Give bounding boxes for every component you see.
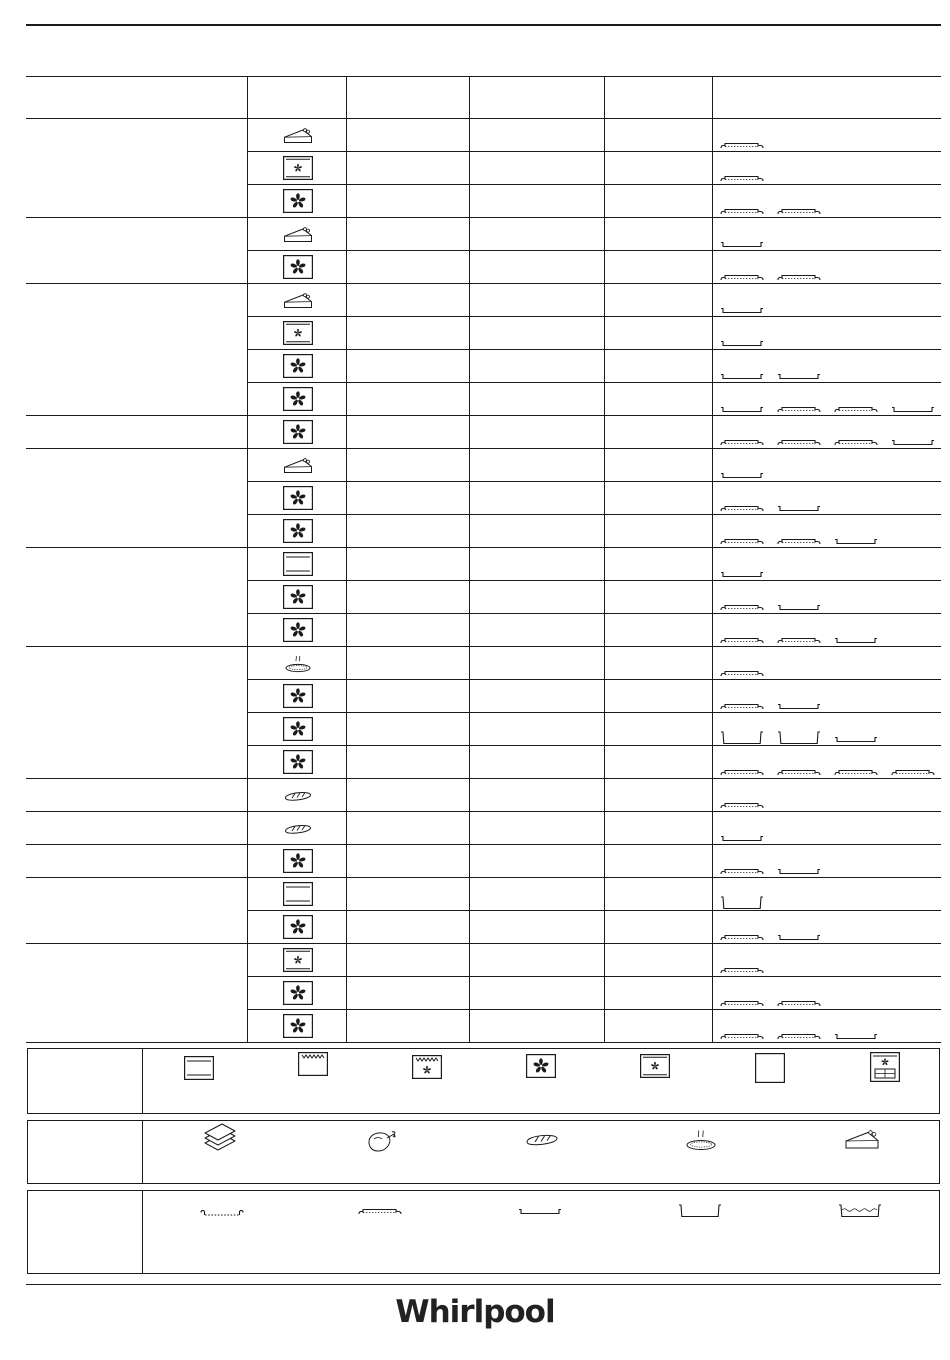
cake-icon (283, 453, 313, 477)
legend-accessories (27, 1190, 940, 1274)
baking-tray-icon (720, 330, 764, 354)
wire-shelf-icon (777, 264, 821, 288)
wire-shelf-icon (777, 198, 821, 222)
baking-tray-icon (891, 429, 935, 453)
convection-icon (283, 156, 313, 180)
pizza-icon (283, 651, 313, 675)
brand-logo (0, 1294, 950, 1330)
forced-air-icon (283, 618, 313, 642)
table-row-line (26, 844, 941, 845)
cake-icon (283, 288, 313, 312)
table-row-line (247, 910, 941, 911)
baking-tray-icon (834, 1023, 878, 1047)
wire-shelf-icon (720, 528, 764, 552)
table-row-line (247, 613, 941, 614)
table-row-line (247, 1009, 941, 1010)
cake-icon (844, 1123, 880, 1153)
table-column-line (247, 76, 248, 1042)
table-row-line (247, 679, 941, 680)
legend-functions (27, 1048, 940, 1114)
forced-air-icon (283, 519, 313, 543)
table-row-line (247, 151, 941, 152)
bread-icon (283, 783, 313, 807)
pizza-icon (683, 1123, 719, 1153)
table-row-line (247, 712, 941, 713)
bread-icon (524, 1125, 560, 1155)
legend-divider (142, 1049, 143, 1113)
wire-shelf-icon (777, 627, 821, 651)
wire-shelf-on-tray-icon (358, 1203, 402, 1217)
legend-divider (142, 1121, 143, 1183)
table-row-line (247, 976, 941, 977)
wire-shelf-icon (891, 759, 935, 783)
wire-shelf-icon (777, 528, 821, 552)
baking-tray-icon (720, 561, 764, 585)
conventional-icon (184, 1053, 214, 1083)
wire-shelf-icon (777, 759, 821, 783)
wire-shelf-icon (720, 957, 764, 981)
wire-shelf-icon (720, 132, 764, 156)
drip-tray-with-water-icon (838, 1203, 882, 1219)
table-row-line (247, 481, 941, 482)
wire-shelf-icon (720, 264, 764, 288)
drip-tray-icon (678, 1203, 722, 1219)
baking-tray-icon (834, 726, 878, 750)
baking-tray-icon (720, 297, 764, 321)
forced-air-icon (283, 849, 313, 873)
baking-tray-icon (777, 363, 821, 387)
baking-tray-icon (834, 528, 878, 552)
forced-air-icon (283, 1014, 313, 1038)
table-row-line (247, 580, 941, 581)
wire-shelf-icon (720, 924, 764, 948)
bottom-rule (26, 1284, 941, 1285)
table-column-line (346, 76, 347, 1042)
top-rule (26, 24, 941, 26)
brand-name: Whirlpool (395, 1294, 555, 1330)
wire-shelf-icon (834, 396, 878, 420)
blank-function-icon (755, 1053, 785, 1083)
baking-tray-icon (720, 396, 764, 420)
wire-shelf-icon (200, 1205, 244, 1219)
turbo-grill-icon (412, 1053, 442, 1081)
cooking-table (26, 76, 941, 1042)
wire-shelf-icon (777, 429, 821, 453)
baking-tray-icon (720, 363, 764, 387)
conventional-icon (283, 882, 313, 906)
table-row-line (247, 250, 941, 251)
baking-tray-icon (777, 594, 821, 618)
deep-dish-icon (777, 726, 821, 750)
baking-tray-icon (720, 825, 764, 849)
roast-chicken-icon (363, 1125, 399, 1155)
legend-categories (27, 1120, 940, 1184)
forced-air-icon (526, 1053, 556, 1079)
wire-shelf-icon (777, 1023, 821, 1047)
wire-shelf-icon (777, 396, 821, 420)
conventional-icon (283, 552, 313, 576)
wire-shelf-icon (720, 693, 764, 717)
forced-air-icon (283, 189, 313, 213)
table-row-line (26, 118, 941, 119)
forced-air-icon (283, 486, 313, 510)
lasagna-icon (202, 1123, 238, 1153)
table-row-line (247, 184, 941, 185)
baking-tray-icon (777, 858, 821, 882)
wire-shelf-icon (720, 165, 764, 189)
table-row-line (26, 811, 941, 812)
wire-shelf-icon (720, 198, 764, 222)
table-row-line (247, 514, 941, 515)
wire-shelf-icon (720, 660, 764, 684)
wire-shelf-icon (720, 627, 764, 651)
baking-tray-icon (891, 396, 935, 420)
table-row-line (247, 349, 941, 350)
cake-icon (283, 123, 313, 147)
table-row-line (247, 316, 941, 317)
grill-icon (298, 1051, 328, 1077)
convection-icon (283, 321, 313, 345)
table-top-line (26, 76, 941, 77)
baking-tray-icon (777, 495, 821, 519)
baking-tray-icon (720, 462, 764, 486)
baking-tray-icon (777, 693, 821, 717)
wire-shelf-icon (777, 990, 821, 1014)
forced-air-icon (283, 585, 313, 609)
wire-shelf-icon (720, 429, 764, 453)
wire-shelf-icon (720, 858, 764, 882)
deep-dish-icon (720, 891, 764, 915)
wire-shelf-icon (720, 990, 764, 1014)
forced-air-icon (283, 354, 313, 378)
bread-icon (283, 816, 313, 840)
baking-tray-icon (518, 1203, 562, 1217)
table-column-line (604, 76, 605, 1042)
legend-divider (142, 1191, 143, 1273)
wire-shelf-icon (720, 495, 764, 519)
eco-forced-air-icon (870, 1052, 900, 1082)
forced-air-icon (283, 750, 313, 774)
deep-dish-icon (720, 726, 764, 750)
baking-tray-icon (720, 231, 764, 255)
wire-shelf-icon (720, 1023, 764, 1047)
forced-air-icon (283, 981, 313, 1005)
table-row-line (247, 382, 941, 383)
baking-tray-icon (834, 627, 878, 651)
wire-shelf-icon (834, 429, 878, 453)
wire-shelf-icon (720, 759, 764, 783)
forced-air-icon (283, 387, 313, 411)
table-column-line (712, 76, 713, 1042)
table-column-line (469, 76, 470, 1042)
wire-shelf-icon (834, 759, 878, 783)
forced-air-icon (283, 255, 313, 279)
convection-icon (283, 948, 313, 972)
forced-air-icon (283, 420, 313, 444)
convection-bake-icon (640, 1053, 670, 1079)
forced-air-icon (283, 915, 313, 939)
forced-air-icon (283, 717, 313, 741)
cake-icon (283, 222, 313, 246)
baking-tray-icon (777, 924, 821, 948)
wire-shelf-icon (720, 792, 764, 816)
wire-shelf-icon (720, 594, 764, 618)
forced-air-icon (283, 684, 313, 708)
